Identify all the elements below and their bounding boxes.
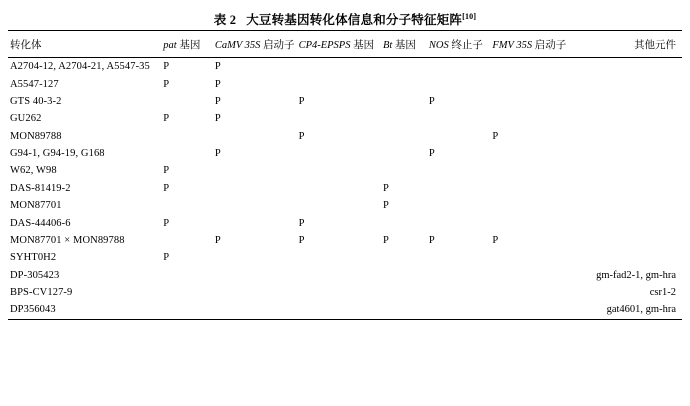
cell-event-name: A2704-12, A2704-21, A5547-35 (10, 61, 150, 73)
cell-marker (381, 249, 427, 266)
cell-marker (427, 128, 490, 145)
cell-marker (381, 145, 427, 162)
cell-marker (490, 249, 573, 266)
cell-event-name: DP-305423 (10, 269, 60, 281)
cell-marker (490, 162, 573, 179)
transformation-event-matrix-table (8, 30, 682, 320)
cell-marker (427, 110, 490, 127)
cell-marker: P (428, 95, 435, 107)
cell-other-elements: gat4601, gm-hra (573, 301, 682, 319)
column-header-fmv35s-promoter: FMV 35S 启动子 (490, 31, 573, 58)
table-row (8, 232, 682, 249)
column-header-event: 转化体 (8, 31, 161, 58)
cell-marker (490, 75, 573, 92)
cell-marker (297, 58, 381, 76)
cell-marker (427, 162, 490, 179)
cell-marker (297, 145, 381, 162)
table-row (8, 267, 682, 284)
cell-event-name: GTS 40-3-2 (10, 95, 62, 107)
cell-marker (297, 162, 381, 179)
cell-marker: P (214, 148, 221, 160)
cell-marker (490, 110, 573, 127)
cell-event-name: DAS-81419-2 (10, 182, 71, 194)
cell-other-elements (573, 180, 682, 197)
cell-marker: P (382, 234, 389, 246)
cell-marker (213, 214, 297, 231)
cell-marker: P (163, 182, 170, 194)
cell-marker (297, 249, 381, 266)
cell-marker (490, 58, 573, 76)
cell-other-elements (573, 214, 682, 231)
cell-marker (490, 284, 573, 301)
table-row (8, 249, 682, 266)
cell-event-name: SYHT0H2 (10, 252, 57, 264)
cell-event-name: W62, W98 (10, 165, 57, 177)
cell-other-elements: gm-fad2-1, gm-hra (596, 269, 676, 281)
cell-marker: P (492, 130, 499, 142)
cell-marker: P (163, 113, 170, 125)
cell-marker (213, 162, 297, 179)
cell-other-elements (573, 249, 682, 266)
cell-marker (161, 197, 213, 214)
cell-event-name: DAS-44406-6 (10, 217, 71, 229)
cell-marker (381, 58, 427, 76)
cell-marker (381, 93, 427, 110)
cell-marker (213, 301, 297, 319)
cell-marker (427, 58, 490, 76)
table-row (8, 110, 682, 127)
table-header-row (8, 31, 682, 58)
table-row (8, 301, 682, 319)
column-header-camv35s-promoter: CaMV 35S 启动子 (213, 31, 297, 58)
cell-marker (213, 180, 297, 197)
table-body (8, 58, 682, 320)
cell-marker: P (382, 200, 389, 212)
cell-marker: P (163, 165, 170, 177)
cell-marker (213, 197, 297, 214)
column-header-other-elements: 其他元件 (573, 31, 682, 58)
cell-marker (161, 145, 213, 162)
cell-marker (297, 267, 381, 284)
cell-marker: P (382, 182, 389, 194)
cell-marker (297, 75, 381, 92)
cell-marker (381, 75, 427, 92)
cell-marker (381, 267, 427, 284)
cell-other-elements (573, 75, 682, 92)
cell-other-elements (573, 110, 682, 127)
cell-marker: P (163, 78, 170, 90)
cell-marker (381, 162, 427, 179)
cell-marker (427, 284, 490, 301)
cell-marker (427, 249, 490, 266)
cell-other-elements (573, 162, 682, 179)
table-row (8, 128, 682, 145)
table-header (8, 31, 682, 58)
cell-marker: P (298, 234, 305, 246)
cell-marker: P (214, 61, 221, 73)
cell-event-name: MON87701 × MON89788 (10, 234, 125, 246)
cell-marker (490, 93, 573, 110)
cell-other-elements (573, 197, 682, 214)
cell-event-name: MON87701 (10, 200, 62, 212)
caption-reference: [10] (462, 11, 477, 21)
cell-marker (490, 267, 573, 284)
cell-marker (490, 301, 573, 319)
cell-marker (161, 232, 213, 249)
cell-marker (297, 180, 381, 197)
cell-marker: P (492, 234, 499, 246)
cell-marker: P (214, 113, 221, 125)
cell-marker (490, 180, 573, 197)
table-row (8, 58, 682, 76)
table-caption (0, 10, 690, 28)
cell-marker (297, 301, 381, 319)
table-row (8, 180, 682, 197)
cell-marker (381, 301, 427, 319)
cell-event-name: GU262 (10, 113, 42, 125)
cell-marker (213, 249, 297, 266)
cell-marker (490, 197, 573, 214)
cell-marker (427, 214, 490, 231)
cell-marker: P (428, 234, 435, 246)
cell-marker: P (298, 95, 305, 107)
cell-other-elements (573, 58, 682, 76)
column-header-pat-gene: pat 基因 (161, 31, 213, 58)
cell-marker (427, 267, 490, 284)
cell-marker (381, 214, 427, 231)
table-row (8, 93, 682, 110)
table-row (8, 145, 682, 162)
cell-marker (427, 180, 490, 197)
table-row (8, 75, 682, 92)
cell-event-name: DP356043 (8, 301, 161, 319)
cell-marker (297, 110, 381, 127)
cell-marker: P (428, 148, 435, 160)
cell-other-elements: csr1-2 (649, 287, 676, 299)
caption-label: 表 2 (213, 13, 237, 27)
cell-marker (161, 284, 213, 301)
cell-marker (213, 284, 297, 301)
cell-other-elements (573, 128, 682, 145)
cell-marker (490, 145, 573, 162)
cell-marker: P (163, 217, 170, 229)
cell-event-name: MON89788 (10, 130, 62, 142)
cell-marker (213, 128, 297, 145)
table-row (8, 162, 682, 179)
cell-marker (161, 267, 213, 284)
cell-marker (297, 284, 381, 301)
table-row (8, 214, 682, 231)
column-header-cp4epsps-gene: CP4-EPSPS 基因 (297, 31, 381, 58)
cell-marker (381, 284, 427, 301)
table-row (8, 197, 682, 214)
cell-other-elements (573, 232, 682, 249)
cell-marker (381, 110, 427, 127)
caption-title: 大豆转基因转化体信息和分子特征矩阵 (246, 13, 463, 27)
cell-marker: P (298, 217, 305, 229)
cell-marker (381, 128, 427, 145)
cell-marker: P (298, 130, 305, 142)
cell-marker (297, 197, 381, 214)
cell-event-name: A5547-127 (10, 78, 59, 90)
cell-marker (427, 301, 490, 319)
cell-marker (427, 197, 490, 214)
cell-marker: P (214, 95, 221, 107)
cell-marker (490, 214, 573, 231)
column-header-bt-gene: Bt 基因 (381, 31, 427, 58)
table-row (8, 284, 682, 301)
cell-event-name: G94-1, G94-19, G168 (10, 148, 105, 160)
cell-marker (161, 301, 213, 319)
cell-marker (213, 267, 297, 284)
column-header-nos-terminator: NOS 终止子 (427, 31, 490, 58)
cell-marker (161, 128, 213, 145)
cell-marker: P (214, 234, 221, 246)
cell-other-elements (573, 145, 682, 162)
cell-other-elements (573, 93, 682, 110)
cell-marker (427, 75, 490, 92)
cell-event-name: BPS-CV127-9 (10, 287, 73, 299)
cell-marker: P (163, 61, 170, 73)
cell-marker (161, 93, 213, 110)
cell-marker: P (214, 78, 221, 90)
cell-marker: P (163, 252, 170, 264)
